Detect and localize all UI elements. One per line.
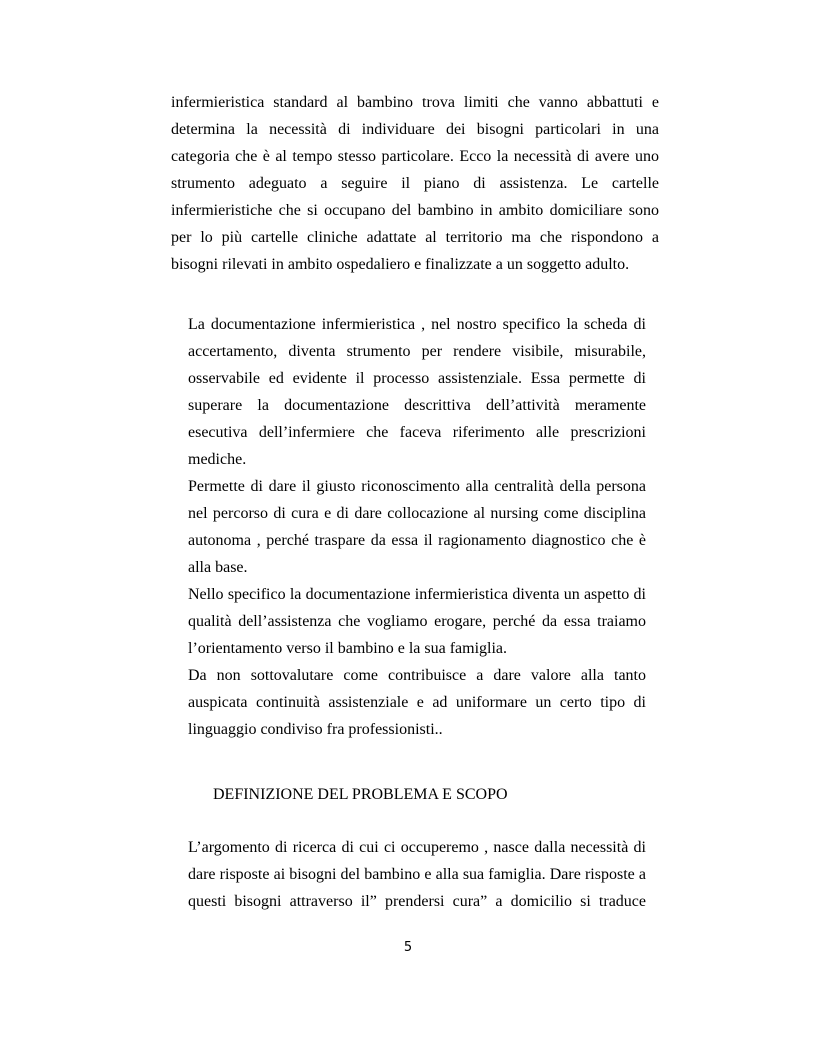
text-line: linguaggio condiviso fra professionisti.. — [188, 721, 443, 738]
text-line: l’orientamento verso il bambino e la sua famiglia. — [188, 640, 508, 657]
text-line: infermieristiche che si occupano del bambino in ambito domiciliare sono — [171, 202, 659, 219]
text-line: questi bisogni attraverso il” prendersi cura” a domicilio si traduce — [188, 893, 646, 910]
text-line: autonoma , perché traspare da essa il ragionamento diagnostico che è — [188, 532, 646, 549]
paragraph-intro — [171, 89, 659, 278]
page-number: 5 — [403, 940, 413, 955]
text-line: strumento adeguato a seguire il piano di assistenza. Le cartelle — [171, 175, 659, 192]
text-line: accertamento, diventa strumento per rendere visibile, misurabile, — [188, 343, 646, 360]
text-line: nel percorso di cura e di dare collocazione al nursing come disciplina — [188, 505, 646, 522]
text-line: Permette di dare il giusto riconoscimento alla centralità della persona — [188, 478, 646, 495]
text-line: superare la documentazione descrittiva dell’attività meramente — [188, 397, 646, 414]
section-heading: DEFINIZIONE DEL PROBLEMA E SCOPO — [213, 786, 508, 803]
paragraph-research — [188, 834, 646, 915]
text-line: categoria che è al tempo stesso particolare. Ecco la necessità di avere uno — [171, 148, 659, 165]
text-line: Nello specifico la documentazione infermieristica diventa un aspetto di — [188, 586, 646, 603]
text-line: L’argomento di ricerca di cui ci occuperemo , nasce dalla necessità di — [188, 839, 646, 856]
paragraph-documentation — [188, 311, 646, 743]
text-line: infermieristica standard al bambino trova limiti che vanno abbattuti e — [171, 94, 659, 111]
text-line: auspicata continuità assistenziale e ad uniformare un certo tipo di — [188, 694, 646, 711]
text-line: per lo più cartelle cliniche adattate al territorio ma che rispondono a — [171, 229, 659, 246]
text-line: La documentazione infermieristica , nel nostro specifico la scheda di — [188, 316, 646, 333]
text-line: bisogni rilevati in ambito ospedaliero e finalizzate a un soggetto adulto. — [171, 256, 630, 273]
text-line: qualità dell’assistenza che vogliamo erogare, perché da essa traiamo — [188, 613, 646, 630]
text-line: osservabile ed evidente il processo assistenziale. Essa permette di — [188, 370, 646, 387]
text-line: mediche. — [188, 451, 247, 468]
text-line: determina la necessità di individuare dei bisogni particolari in una — [171, 121, 659, 138]
text-line: esecutiva dell’infermiere che faceva riferimento alle prescrizioni — [188, 424, 646, 441]
text-line: dare risposte ai bisogni del bambino e alla sua famiglia. Dare risposte a — [188, 866, 646, 883]
text-line: alla base. — [188, 559, 248, 576]
text-line: Da non sottovalutare come contribuisce a dare valore alla tanto — [188, 667, 646, 684]
